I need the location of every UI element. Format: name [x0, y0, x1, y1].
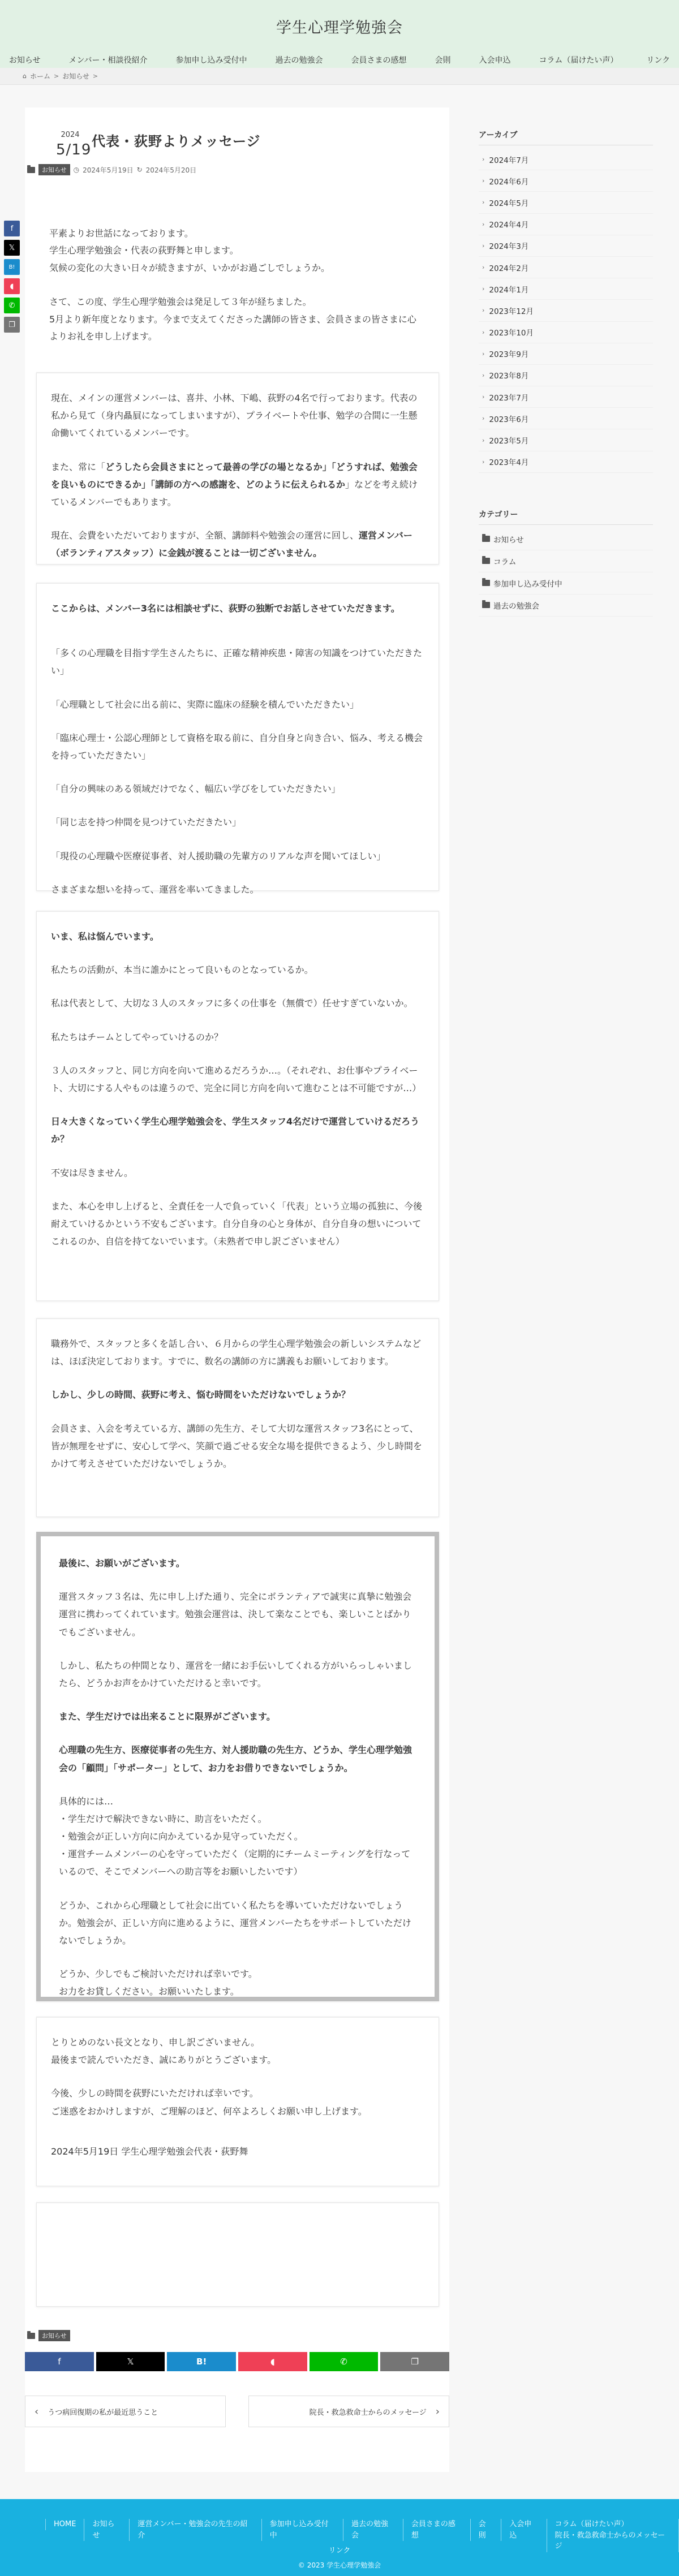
footer-link-past[interactable]: 過去の勉強会	[343, 2519, 403, 2541]
footer-link-voices[interactable]: 会員さまの感想	[403, 2519, 470, 2541]
paragraph: 会員さま、入会を考えている方、講師の先生方、そして大切な運営スタッフ3名にとって、皆が無理をせずに、安心して学べ、笑顔で過ごせる安全な場を提供できるよう、少し時間をかけて考えさせていただけないでしょうか。	[51, 1423, 423, 1469]
archive-link[interactable]: › 2023年9月	[479, 343, 653, 365]
article	[25, 107, 449, 2472]
archive-heading: アーカイブ	[479, 124, 653, 145]
chevron-right-icon: ›	[482, 242, 485, 249]
folder-icon	[27, 2333, 35, 2339]
x-share-button[interactable]: 𝕏	[4, 240, 20, 256]
chevron-left-icon: ‹	[35, 2405, 39, 2418]
update-icon: ↻	[136, 166, 143, 174]
intro-line: さて、この度、学生心理学勉強会は発足して３年が経ちました。	[49, 296, 312, 308]
post-date	[56, 128, 92, 158]
pocket-share-button[interactable]: ◖	[238, 2352, 307, 2371]
floating-share-bar	[4, 221, 20, 336]
post-meta	[27, 164, 196, 175]
footer-link-apply[interactable]: 参加申し込み受付中	[261, 2519, 343, 2541]
site-footer	[0, 2499, 679, 2576]
folder-icon	[482, 580, 490, 586]
chevron-right-icon: ›	[482, 199, 485, 206]
post-year: 2024	[61, 131, 80, 139]
paragraph: 具体的には… ・学生だけで解決できない時に、助言をいただく。 ・勉強会が正しい方向に向かえているか見守っていただく。 ・運営チームメンバーの心を守っていただく（定期的にチームミーティングを行なっているので、そこでメンバーへの助言等をお願いしたいです）	[59, 1795, 411, 1877]
quote: 「臨床心理士・公認心理師として資格を取る前に、自分自身と向き合い、悩み、考える機会を持っていただきたい」	[51, 732, 423, 761]
prev-post-title: うつ病回復期の私が最近思うこと	[48, 2408, 158, 2417]
intro-line: 気候の変化の大きい日々が続きますが、いかがお過ごしでしょうか。	[49, 262, 330, 273]
paragraph: 不安は尽きません。	[51, 1167, 133, 1178]
box-heading: 最後に、お願いがございます。	[59, 1558, 185, 1569]
post-month-day: 5/19	[56, 141, 92, 158]
category-badge[interactable]: お知らせ	[38, 2330, 70, 2341]
quote: 「現役の心理職や医療従事者、対人援助職の先輩方のリアルな声を聞いてほしい」	[51, 850, 386, 861]
paragraph: 私たちはチームとしてやっていけるのか？	[51, 1031, 224, 1043]
footer-link-rules[interactable]: 会則	[470, 2519, 501, 2541]
paragraph: 運営スタッフ３名は、先に申し上げた通り、完全にボランティアで誠実に真摯に勉強会運営に携わってくれています。勉強会運営は、決して楽なことでも、楽しいことばかりでもございません。	[59, 1591, 412, 1638]
post-footer-category	[27, 2330, 70, 2341]
line-share-button[interactable]: ✆	[310, 2352, 379, 2371]
category-widget	[479, 504, 653, 617]
prev-post-link[interactable]	[25, 2396, 226, 2427]
chevron-right-icon: ›	[482, 458, 485, 466]
share-buttons	[25, 2352, 449, 2371]
footer-link-oshirase[interactable]: お知らせ	[84, 2519, 129, 2541]
paragraph: 現在、メインの運営メンバーは、喜井、小林、下嶋、荻野の4名で行っております。代表の私から見て（身内贔屓になってしまいますが）、プライベートや仕事、勉学の合間に一生懸命働いてくれているメンバーです。	[51, 393, 418, 439]
nav-join[interactable]: 入会申込	[479, 56, 511, 65]
footer-link-members[interactable]: 運営メンバー・勉強会の先生の紹介	[129, 2519, 261, 2541]
paragraph: ３人のスタッフと、同じ方向を向いて進めるだろうか…。（それぞれ、お仕事やプライベート、大切にする人やものは違うので、完全に同じ方向を向いて進むことは不可能ですが…）	[51, 1065, 422, 1093]
archive-link[interactable]: › 2024年3月	[479, 235, 653, 257]
list-item: ・勉強会が正しい方向に向かえているか見守っていただく。	[59, 1831, 303, 1842]
category-link[interactable]: 参加申し込み受付中	[479, 572, 653, 595]
paragraph: 職務外で、スタッフと多くを話し合い、６月からの学生心理学勉強会の新しいシステムなどは、ほぼ決定しております。すでに、数名の講師の方に講義もお願いしております。	[51, 1338, 422, 1367]
archive-link[interactable]: › 2024年2月	[479, 257, 653, 278]
paragraph: 現在、会費をいただいておりますが、全額、講師料や勉強会の運営に回し、運営メンバー（ボランティアスタッフ）に金銭が渡ることは一切ございません。	[51, 530, 412, 559]
paragraph: しかし、少しの時間、荻野に考え、悩む時間をいただけないでしょうか？	[51, 1389, 350, 1401]
chevron-right-icon: ›	[482, 393, 485, 401]
line-share-button[interactable]: ✆	[4, 298, 20, 313]
paragraph: 日々大きくなっていく学生心理学勉強会を、学生スタッフ4名だけで運営していけるだろうか？	[51, 1116, 420, 1145]
quote: 「心理職として社会に出る前に、実際に臨床の経験を積んでいただきたい」	[51, 699, 359, 710]
archive-link[interactable]: › 2023年4月	[479, 451, 653, 473]
message-box-thoughts	[36, 583, 439, 895]
archive-link[interactable]: › 2024年1月	[479, 278, 653, 300]
category-badge[interactable]: お知らせ	[38, 164, 70, 175]
archive-link[interactable]: › 2023年10月	[479, 322, 653, 343]
hatena-share-button[interactable]: B!	[167, 2352, 236, 2371]
paragraph: 心理職の先生方、医療従事者の先生方、対人援助職の先生方、どうか、学生心理学勉強会の「顧問」「サポーター」として、お力をお借りできないでしょうか。	[59, 1744, 412, 1773]
message-box-members	[36, 372, 439, 565]
site-title[interactable]: 学生心理学勉強会	[276, 19, 403, 37]
breadcrumb	[0, 68, 679, 85]
nav-voices[interactable]: 会員さまの感想	[351, 56, 407, 65]
post-navigation	[25, 2396, 449, 2427]
page-title: 代表・荻野よりメッセージ	[92, 133, 261, 149]
chevron-right-icon: ›	[482, 415, 485, 423]
breadcrumb-category[interactable]: お知らせ	[62, 72, 89, 80]
box-heading: ここからは、メンバー3名には相談せずに、荻野の独断でお話しさせていただきます。	[51, 603, 400, 614]
archive-link[interactable]: › 2023年12月	[479, 300, 653, 321]
hatena-share-button[interactable]: B!	[4, 259, 20, 275]
footer-link-message: 院長・救急救命士からのメッセージ	[555, 2531, 665, 2551]
intro-line: 平素よりお世話になっております。	[49, 228, 194, 239]
footer-link-column[interactable]: コラム（届けたい声） 院長・救急救命士からのメッセージ	[547, 2519, 679, 2552]
paragraph: どうか、少しでもご検討いただければ幸いです。 お力をお貸しください。お願いいたします。	[59, 1968, 257, 1997]
box-heading: いま、私は悩んでいます。	[51, 931, 159, 942]
archive-link[interactable]: › 2024年5月	[479, 192, 653, 213]
x-share-button[interactable]: 𝕏	[96, 2352, 165, 2371]
blank-box	[36, 2202, 439, 2307]
quote: 「同じ志を持つ仲間を見つけていただきたい」	[51, 817, 242, 828]
paragraph: しかし、私たちの仲間となり、運営を一緒にお手伝いしてくれる方がいらっしゃいましたら、どうかお声をかけていただけると幸いです。	[59, 1660, 412, 1688]
folder-icon	[27, 167, 35, 173]
signature: 2024年5月19日 学生心理学勉強会代表・荻野舞	[51, 2146, 248, 2157]
chevron-right-icon: ›	[482, 156, 485, 163]
nav-oshirase[interactable]: お知らせ	[8, 56, 41, 65]
paragraph: 私は代表として、大切な３人のスタッフに多くの仕事を（無償で）任せすぎていないか。	[51, 998, 413, 1009]
category-link[interactable]: お知らせ	[479, 528, 653, 550]
next-post-link[interactable]	[248, 2396, 449, 2427]
category-link[interactable]: コラム	[479, 550, 653, 572]
message-box-time	[36, 1318, 439, 1517]
archive-link[interactable]: › 2023年6月	[479, 408, 653, 429]
paragraph: 今後、少しの時間を荻野にいただければ幸いです。 ご迷惑をおかけしますが、ご理解のほど、何卒よろしくお願い申し上げます。	[51, 2088, 367, 2117]
list-item: ・運営チームメンバーの心を守っていただく（定期的にチームミーティングを行なっているので、そこでメンバーへの助言等をお願いしたいです）	[59, 1849, 411, 1877]
paragraph: さまざまな想いを持って、運営を率いてきました。	[51, 884, 259, 895]
archive-link[interactable]: › 2024年4月	[479, 214, 653, 235]
published-date: 2024年5月19日	[83, 166, 134, 174]
sidebar	[479, 124, 653, 648]
chevron-right-icon: ›	[482, 328, 485, 336]
footer-nav-row2	[0, 2544, 679, 2555]
chevron-right-icon: ›	[482, 264, 485, 272]
message-box-closing	[36, 2017, 439, 2186]
facebook-share-button[interactable]: f	[4, 221, 20, 236]
intro-section	[49, 225, 423, 362]
copy-link-button[interactable]: ❐	[380, 2352, 449, 2371]
copy-link-button[interactable]: ❐	[4, 317, 20, 333]
breadcrumb-home[interactable]: ホーム	[29, 72, 50, 80]
breadcrumb-separator: >	[92, 72, 98, 80]
chevron-right-icon: ›	[482, 350, 485, 357]
chevron-right-icon: ›	[482, 285, 485, 293]
nav-past[interactable]: 過去の勉強会	[275, 56, 323, 65]
archive-link[interactable]: › 2023年5月	[479, 429, 653, 451]
paragraph: また、本心を申し上げると、全責任を一人で負っていく「代表」という立場の孤独に、今後耐えていけるかという不安もございます。自分自身の心と身体が、自分自身の想いについてこれるのか、自信を持てないでいます。（未熟者で申し訳ございません）	[51, 1200, 423, 1247]
site-header	[0, 0, 679, 68]
archive-link[interactable]: › 2024年7月	[479, 149, 653, 170]
category-heading: カテゴリー	[479, 504, 653, 525]
nav-members[interactable]: メンバー・相談役紹介	[68, 56, 148, 65]
copyright: © 2023 学生心理学勉強会	[298, 2561, 381, 2569]
paragraph: また、常に「どうしたら会員さまにとって最善の学びの場となるか」「どうすれば、勉強会を良いものにできるか」「講師の方への感謝を、どのように伝えられるか」などを考え続けているメンバーでもあります。	[51, 461, 418, 507]
archive-link[interactable]: › 2023年7月	[479, 386, 653, 408]
message-box-worries	[36, 911, 439, 1301]
clock-icon: ◷	[73, 166, 80, 174]
paragraph: また、学生だけでは出来ることに限界がございます。	[59, 1711, 276, 1722]
nav-column[interactable]: コラム（届けたい声）	[539, 56, 618, 65]
footer-link-links[interactable]: リンク	[328, 2547, 351, 2555]
folder-icon	[482, 536, 490, 542]
intro-line: 学生心理学勉強会・代表の荻野舞と申します。	[49, 245, 239, 256]
quote: 「自分の興味のある領域だけでなく、幅広い学びをしていただきたい」	[51, 783, 341, 795]
chevron-right-icon: ›	[482, 436, 485, 444]
folder-icon	[482, 602, 490, 608]
global-nav	[0, 54, 679, 66]
paragraph: 私たちの活動が、本当に誰かにとって良いものとなっているか。	[51, 964, 313, 976]
footer-link-join[interactable]: 入会申込	[501, 2519, 546, 2541]
facebook-share-button[interactable]: f	[25, 2352, 94, 2371]
nav-apply[interactable]: 参加申し込み受付中	[175, 56, 247, 65]
chevron-right-icon: ›	[482, 371, 485, 379]
paragraph: どうか、これから心理職として社会に出ていく私たちを導いていただけないでしょうか。勉強会が、正しい方向に進めるように、運営メンバーたちをサポートしていただけないでしょうか。	[59, 1899, 411, 1946]
nav-links[interactable]: リンク	[646, 56, 671, 65]
archive-widget	[479, 124, 653, 473]
archive-link[interactable]: › 2023年8月	[479, 365, 653, 386]
list-item: ・学生だけで解決できない時に、助言をいただく。	[59, 1813, 267, 1824]
chevron-right-icon: ›	[435, 2405, 440, 2418]
breadcrumb-separator: >	[54, 72, 59, 80]
paragraph: とりとめのない長文となり、申し訳ございません。 最後まで読んでいただき、誠にありがとうございます。	[51, 2037, 277, 2066]
chevron-right-icon: ›	[482, 220, 485, 228]
chevron-right-icon: ›	[482, 177, 485, 185]
updated-date: 2024年5月20日	[145, 166, 197, 174]
archive-link[interactable]: › 2024年6月	[479, 170, 653, 192]
home-icon: ⌂	[23, 72, 27, 80]
next-post-title: 院長・救急救命士からのメッセージ	[309, 2408, 427, 2417]
pocket-share-button[interactable]: ◖	[4, 278, 20, 294]
quote: 「多くの心理職を目指す学生さんたちに、正確な精神疾患・障害の知識をつけていただきたい」	[51, 648, 423, 677]
footer-link-home[interactable]: HOME	[45, 2519, 84, 2530]
folder-icon	[482, 558, 490, 564]
category-link[interactable]: 過去の勉強会	[479, 595, 653, 617]
nav-rules[interactable]: 会則	[435, 56, 451, 65]
intro-line: 5月より新年度となります。今まで支えてくださった講師の皆さま、会員さまの皆さまに心よりお礼を申し上げます。	[49, 313, 416, 342]
message-box-request	[36, 1532, 439, 2001]
chevron-right-icon: ›	[482, 307, 485, 315]
